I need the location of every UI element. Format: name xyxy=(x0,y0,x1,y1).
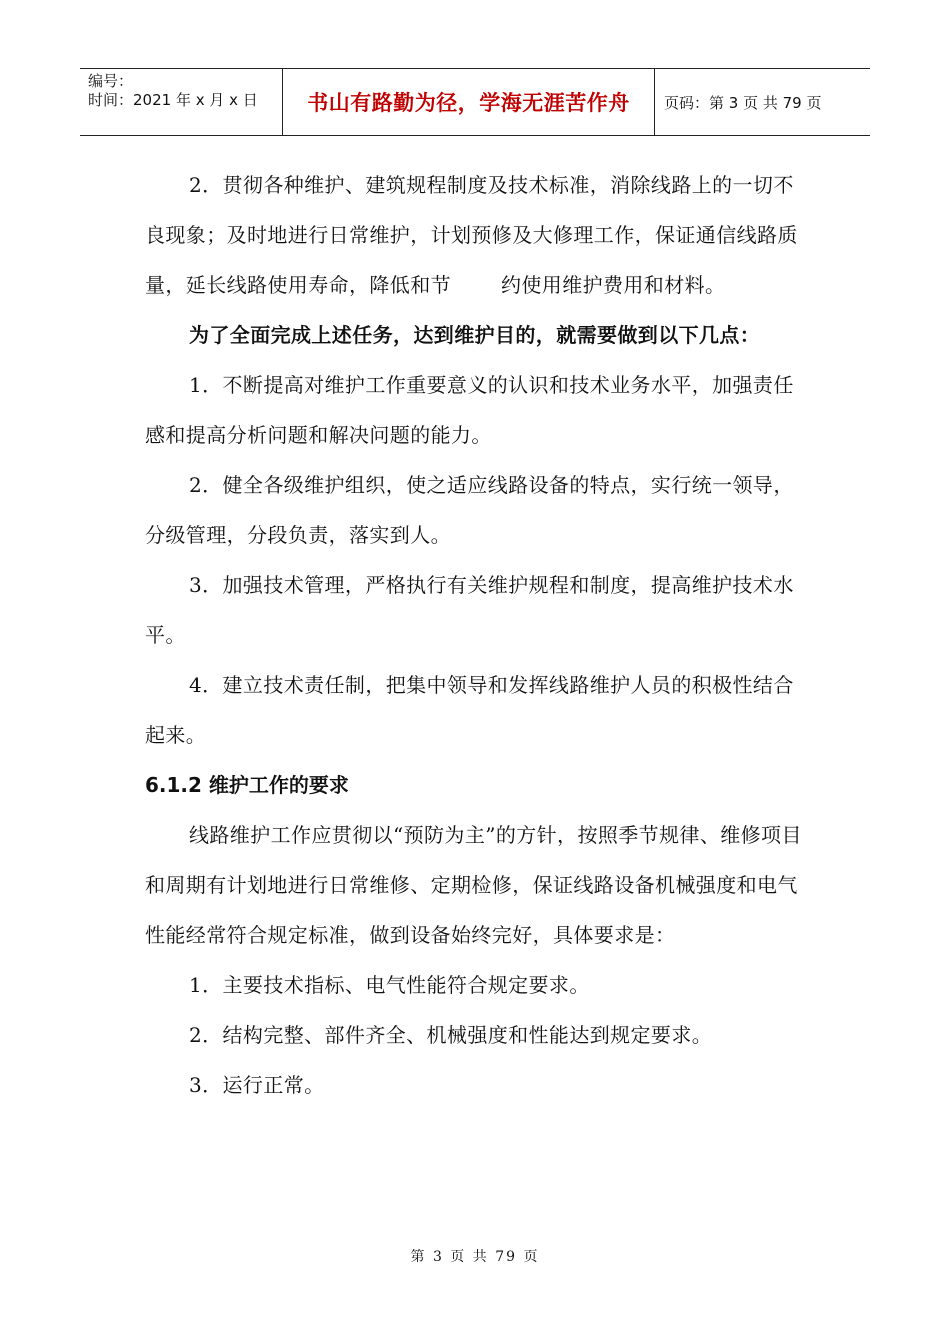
paragraph-requirement-1: 1．主要技术指标、电气性能符合规定要求。 xyxy=(189,973,590,997)
paragraph-text: 2．贯彻各种维护、建筑规程制度及技术标准，消除线路上的一切不良现象；及时地进行日常维护，计划预修及大修理工作，保证通信线路质量，延长线路使用寿命，降低和节 xyxy=(145,173,798,297)
paragraph-maintenance-standards xyxy=(145,160,813,310)
paragraph-requirement-3: 3．运行正常。 xyxy=(189,1073,325,1097)
paragraph-item-2: 2．健全各级维护组织，使之适应线路设备的特点，实行统一领导，分级管理，分段负责，落实到人。 xyxy=(145,473,794,547)
header-motto: 书山有路勤为径，学海无涯苦作舟 xyxy=(282,69,655,135)
header-meta xyxy=(80,69,282,135)
document-date: 时间：2021 年 x 月 x 日 xyxy=(88,91,258,109)
document-number-label: 编号： xyxy=(88,72,134,90)
paragraph-item-4: 4．建立技术责任制，把集中领导和发挥线路维护人员的积极性结合起来。 xyxy=(145,673,794,747)
paragraph-requirements-intro: 线路维护工作应贯彻以“预防为主”的方针，按照季节规律、维修项目和周期有计划地进行日常维修、定期检修，保证线路设备机械强度和电气性能经常符合规定标准，做到设备始终完好，具体要求是： xyxy=(145,823,802,947)
page-footer: 第 3 页 共 79 页 xyxy=(410,1249,540,1265)
paragraph-text: 约使用维护费用和材料。 xyxy=(501,273,726,297)
header-page-info: 页码：第 3 页 共 79 页 xyxy=(664,93,822,112)
paragraph-tasks-intro: 为了全面完成上述任务，达到维护目的，就需要做到以下几点： xyxy=(189,323,761,347)
paragraph-requirement-2: 2．结构完整、部件齐全、机械强度和性能达到规定要求。 xyxy=(189,1023,713,1047)
paragraph-item-3: 3．加强技术管理，严格执行有关维护规程和制度，提高维护技术水平。 xyxy=(145,573,794,647)
paragraph-item-1: 1．不断提高对维护工作重要意义的认识和技术业务水平，加强责任感和提高分析问题和解决问题的能力。 xyxy=(145,373,794,447)
document-body xyxy=(145,160,813,1110)
page-header xyxy=(80,68,870,136)
section-heading: 6.1.2 维护工作的要求 xyxy=(145,773,349,797)
